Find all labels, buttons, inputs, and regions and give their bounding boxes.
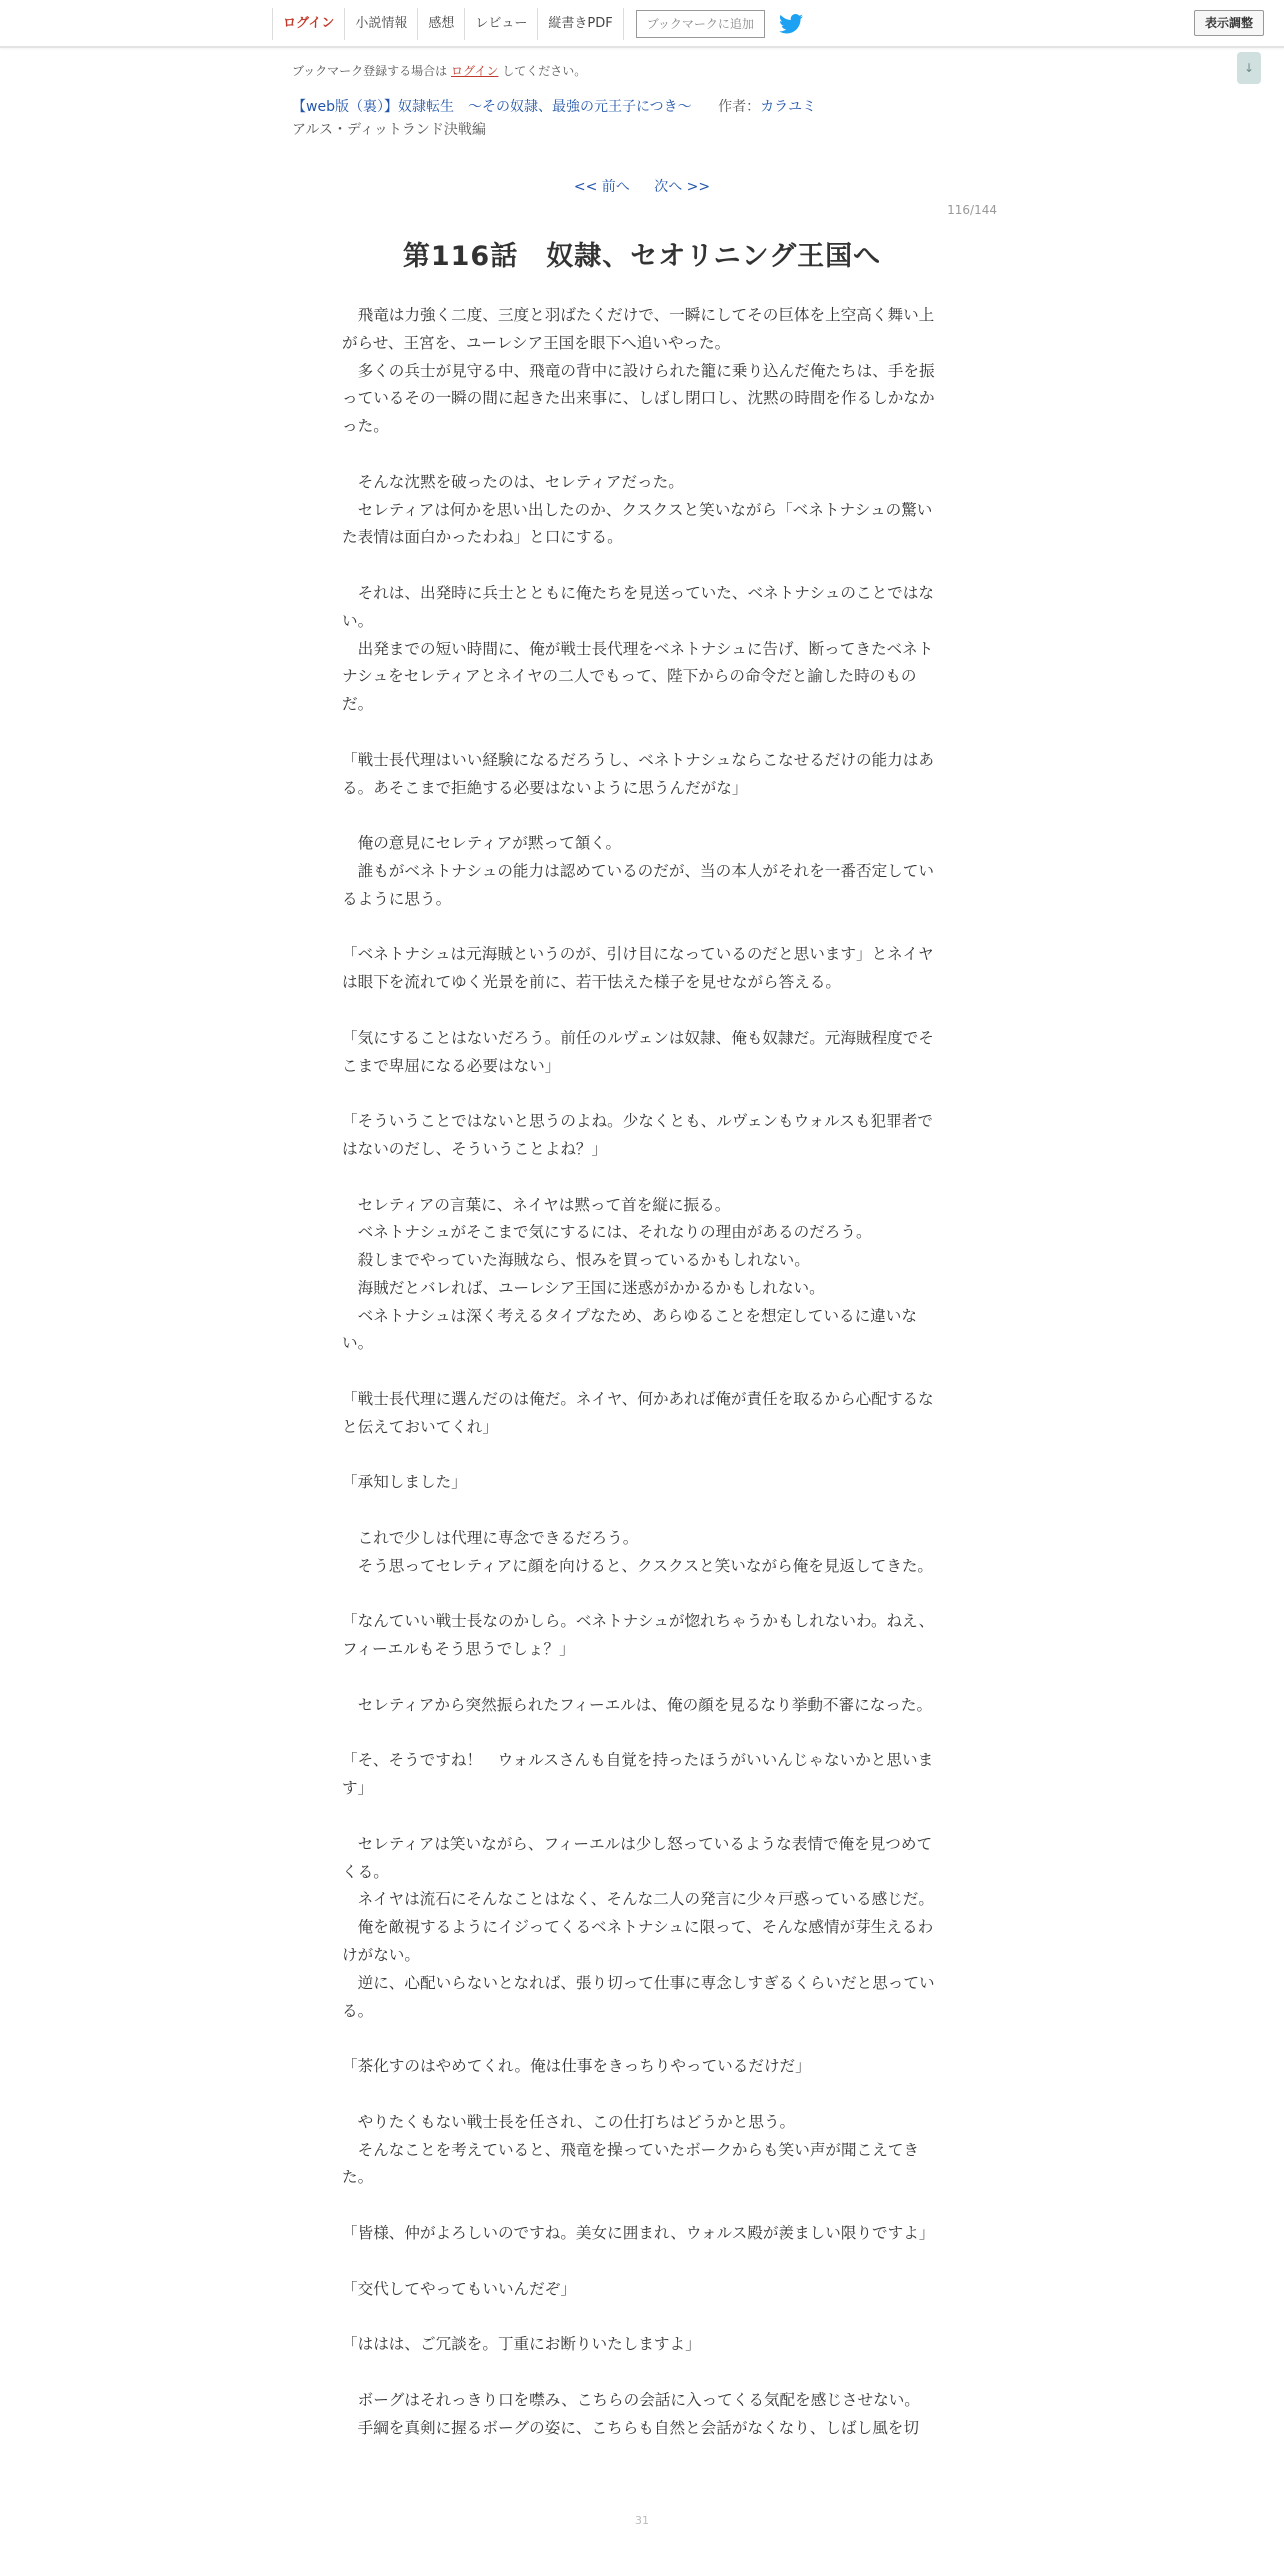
body-line (342, 1720, 942, 1748)
body-line (342, 2192, 942, 2220)
body-line: セレティアから突然振られたフィーエルは、俺の顔を見るなり挙動不審になった。 (342, 1695, 933, 1714)
twitter-icon[interactable] (779, 14, 803, 34)
body-line (342, 2081, 942, 2109)
series-line (292, 96, 816, 116)
novel-body (342, 302, 942, 2442)
body-line (342, 2025, 942, 2053)
body-line: 「そ、そうですね！ ウォルスさんも自覚を持ったほうがいいんじゃないかと思います」 (342, 1751, 934, 1798)
series-title-link[interactable]: 【web版（裏）】奴隷転生 ～その奴隷、最強の元王子につき～ (292, 99, 692, 115)
nav-novel-info[interactable]: 小説情報 (344, 8, 417, 40)
login-notice (292, 62, 586, 79)
body-line: セレティアは笑いながら、フィーエルは少し怒っているような表情で俺を見つめてくる。 (342, 1834, 933, 1881)
body-line (342, 1080, 942, 1108)
body-line: 出発までの短い時間に、俺が戦士長代理をベネトナシュに告げ、断ってきたベネトナシュをセレティアとネイヤの二人でもって、陛下からの命令だと諭した時のものだ。 (342, 639, 934, 714)
body-line: 海賊だとバレれば、ユーレシア王国に迷惑がかかるかもしれない。 (342, 1278, 825, 1297)
body-line: 「戦士長代理に選んだのは俺だ。ネイヤ、何かあれば俺が責任を取るから心配するなと伝えておいてくれ」 (342, 1390, 934, 1436)
next-link[interactable]: 次へ >> (654, 179, 711, 195)
nav-vertical-pdf[interactable]: 縦書きPDF (537, 8, 623, 40)
body-line: 「気にすることはないだろう。前任のルヴェンは奴隷、俺も奴隷だ。元海賊程度でそこまで卑屈になる必要はない」 (342, 1028, 934, 1075)
body-line (342, 1581, 942, 1609)
body-line: 俺の意見にセレティアが黙って頷く。 (342, 834, 622, 853)
body-line: 殺しまでやっていた海賊なら、恨みを買っているかもしれない。 (342, 1251, 810, 1270)
body-line: 「交代してやってもいいんだぞ」 (342, 2279, 576, 2298)
body-line: 「ベネトナシュは元海賊というのが、引け目になっているのだと思います」とネイヤは眼下を流れてゆく光景を前に、若干怯えた様子を見せながら答える。 (342, 945, 934, 992)
body-line: ベネトナシュは深く考えるタイプなため、あらゆることを想定しているに違いない。 (342, 1306, 917, 1353)
author-link[interactable]: カラユミ (760, 99, 817, 115)
body-line: そんな沈黙を破ったのは、セレティアだった。 (342, 472, 684, 491)
body-line: 手綱を真剣に握るボーグの姿に、こちらも自然と会話がなくなり、しばし風を切 (342, 2418, 919, 2437)
body-line: やりたくもない戦士長を任され、この仕打ちはどうかと思う。 (342, 2112, 796, 2131)
nav-impressions[interactable]: 感想 (417, 8, 464, 40)
login-link[interactable]: ログイン (451, 64, 499, 78)
body-line (342, 802, 942, 830)
body-line (342, 719, 942, 747)
body-line: ネイヤは流石にそんなことはなく、そんな二人の発言に少々戸惑っている感じだ。 (342, 1890, 934, 1909)
episode-title: 第116話 奴隷、セオリニング王国へ (402, 241, 882, 272)
body-line (342, 2303, 942, 2331)
display-settings-button[interactable]: 表示調整 (1194, 10, 1264, 36)
body-line: ボーグはそれっきり口を噤み、こちらの会話に入ってくる気配を感じさせない。 (342, 2390, 920, 2409)
top-nav (272, 8, 803, 40)
login-notice-suffix: してください。 (502, 64, 587, 78)
nav-review[interactable]: レビュー (464, 8, 537, 40)
body-line: 逆に、心配いらないとなれば、張り切って仕事に専念しすぎるくらいだと思っている。 (342, 1973, 935, 2020)
login-notice-prefix: ブックマーク登録する場合は (292, 64, 448, 78)
body-line: 「そういうことではないと思うのよね。少なくとも、ルヴェンもウォルスも犯罪者ではないのだし、そういうことよね？」 (342, 1112, 933, 1158)
top-header (0, 0, 1284, 48)
body-line (342, 1497, 942, 1525)
body-line: セレティアは何かを思い出したのか、クスクスと笑いながら「ベネトナシュの驚いた表情は面白かったわね」と口にする。 (342, 500, 933, 547)
prev-link[interactable]: << 前へ (573, 179, 630, 195)
body-line (342, 2248, 942, 2276)
body-line: セレティアの言葉に、ネイヤは黙って首を縦に振る。 (342, 1195, 731, 1214)
scroll-down-button[interactable]: ↓ (1237, 52, 1261, 84)
body-line (342, 1358, 942, 1386)
author-label: 作者： (718, 99, 761, 115)
body-line: これで少しは代理に専念できるだろう。 (342, 1529, 639, 1548)
body-line: そう思ってセレティアに顔を向けると、クスクスと笑いながら俺を見返してきた。 (342, 1556, 934, 1575)
nav-login[interactable]: ログイン (272, 8, 344, 40)
chapter-group-title: アルス・ディットランド決戦編 (292, 122, 486, 138)
body-line: 「戦士長代理はいい経験になるだろうし、ベネトナシュならこなせるだけの能力はある。あそこまで拒絶する必要はないように思うんだがな」 (342, 750, 934, 797)
add-bookmark-button[interactable]: ブックマークに追加 (636, 10, 765, 38)
body-line (342, 1803, 942, 1831)
body-line: 誰もがベネトナシュの能力は認めているのだが、当の本人がそれを一番否定しているように思う。 (342, 861, 934, 908)
body-line (342, 1164, 942, 1192)
body-line: 「茶化すのはやめてくれ。俺は仕事をきっちりやっているだけだ」 (342, 2057, 811, 2076)
body-line: それは、出発時に兵士とともに俺たちを見送っていた、ベネトナシュのことではない。 (342, 583, 934, 630)
episode-counter: 116/144 (947, 203, 997, 217)
page-number: 31 (635, 2514, 649, 2527)
body-line: 多くの兵士が見守る中、飛竜の背中に設けられた籠に乗り込んだ俺たちは、手を振っているその一瞬の間に起きた出来事に、しばし閉口し、沈黙の時間を作るしかなかった。 (342, 361, 935, 436)
body-line (342, 1442, 942, 1470)
body-line: 飛竜は力強く二度、三度と羽ばたくだけで、一瞬にしてその巨体を上空高く舞い上がらせ、王宮を、ユーレシア王国を眼下へ追いやった。 (342, 306, 935, 352)
body-line: 「承知しました」 (342, 1473, 467, 1492)
body-line (342, 997, 942, 1025)
body-line (342, 441, 942, 469)
body-line (342, 914, 942, 942)
body-line: 俺を敵視するようにイジってくるベネトナシュに限って、そんな感情が芽生えるわけがない。 (342, 1918, 934, 1965)
body-line (342, 2359, 942, 2387)
body-line: ベネトナシュがそこまで気にするには、それなりの理由があるのだろう。 (342, 1223, 872, 1242)
body-line: 「ははは、ご冗談を。丁重にお断りいたしますよ」 (342, 2335, 701, 2354)
body-line: そんなことを考えていると、飛竜を操っていたボークからも笑い声が聞こえてきた。 (342, 2140, 919, 2187)
body-line: 「なんていい戦士長なのかしら。ベネトナシュが惚れちゃうかもしれないわ。ねえ、フィーエルもそう思うでしょ？」 (342, 1612, 935, 1659)
body-line (342, 552, 942, 580)
body-line: 「皆様、仲がよろしいのですね。美女に囲まれ、ウォルス殿が羨ましい限りですよ」 (342, 2223, 935, 2242)
body-line (342, 1664, 942, 1692)
pager (0, 176, 1284, 196)
